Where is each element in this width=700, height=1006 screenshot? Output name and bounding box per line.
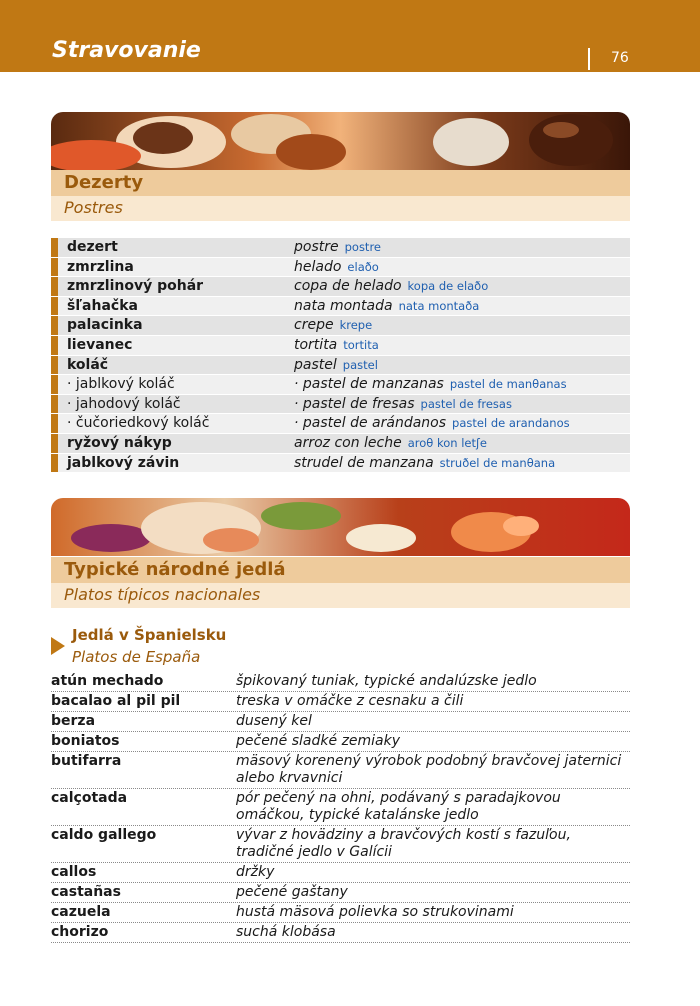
vocab-spanish: [294, 259, 379, 275]
vocab-spanish-text: postre: [294, 239, 339, 255]
national-dishes-photo: [51, 498, 630, 556]
vocab-slovak: šľahačka: [67, 297, 138, 314]
vocab-slovak: zmrzlina: [67, 258, 134, 275]
dish-entry: [51, 826, 630, 863]
national-title: Typické národné jedlá: [64, 559, 286, 580]
dish-entry: [51, 789, 630, 826]
dish-entry: [51, 732, 630, 752]
vocab-row: [51, 277, 630, 297]
dish-term: calçotada: [51, 790, 128, 806]
vocab-row: [51, 336, 630, 356]
vocab-spanish-text: nata montada: [294, 297, 393, 314]
vocab-spanish: [294, 455, 555, 471]
vocab-row: [51, 375, 630, 395]
vocab-spanish-text: · pastel de arándanos: [294, 415, 447, 432]
vocab-spanish: [294, 298, 479, 314]
dish-entry: [51, 672, 630, 692]
vocab-spanish: [294, 317, 372, 333]
vocab-pronunciation: aroθ kon letʃe: [407, 435, 487, 450]
row-marker: [51, 316, 58, 335]
dish-entry: [51, 883, 630, 903]
vocab-pronunciation: pastel de fresas: [420, 396, 512, 411]
row-marker: [51, 277, 58, 296]
row-marker: [51, 395, 58, 414]
spain-dishes-title: Jedlá v Španielsku: [72, 626, 227, 644]
vocab-row: [51, 316, 630, 336]
dish-term: berza: [51, 713, 96, 729]
dish-definition: vývar z hovädziny a bravčových kostí s fazuľou, tradičné jedlo v Galícii: [236, 827, 571, 860]
dish-entry: [51, 692, 630, 712]
vocab-pronunciation: pastel de manθanas: [449, 377, 567, 392]
vocab-slovak: · jahodový koláč: [67, 395, 181, 412]
row-marker: [51, 375, 58, 394]
vocab-spanish: [294, 357, 378, 373]
vocab-spanish-text: · pastel de manzanas: [294, 376, 444, 393]
header-bar: [0, 0, 700, 72]
vocab-slovak: ryžový nákyp: [67, 434, 172, 451]
dish-term: castañas: [51, 884, 121, 900]
vocab-spanish: [294, 376, 567, 392]
vocab-spanish-text: arroz con leche: [294, 434, 402, 451]
desserts-title-band: [51, 170, 630, 196]
desserts-subtitle-band: [51, 196, 630, 221]
vocab-pronunciation: struðel de manθana: [439, 455, 556, 470]
vocab-row: [51, 434, 630, 454]
vocab-spanish-text: pastel: [294, 356, 337, 373]
dish-term: atún mechado: [51, 673, 164, 689]
dish-definition: dusený kel: [236, 713, 312, 729]
row-marker: [51, 336, 58, 355]
vocab-pronunciation: pastel de arandanos: [452, 416, 570, 431]
header-divider: [588, 48, 590, 70]
vocab-spanish: [294, 396, 512, 412]
vocab-slovak: lievanec: [67, 336, 133, 353]
vocab-row: [51, 395, 630, 415]
dish-entry: [51, 752, 630, 789]
vocab-pronunciation: postre: [344, 240, 381, 254]
dish-term: boniatos: [51, 733, 120, 749]
vocab-spanish-text: tortita: [294, 336, 338, 353]
row-marker: [51, 434, 58, 453]
vocab-pronunciation: kopa de elaðo: [407, 279, 489, 294]
national-title-band: [51, 557, 630, 583]
dish-definition: pór pečený na ohni, podávaný s paradajkovou omáčkou, typické katalánske jedlo: [236, 790, 561, 823]
dish-definition: hustá mäsová polievka so strukovinami: [236, 904, 514, 920]
desserts-photo: [51, 112, 630, 170]
national-subtitle-band: [51, 583, 630, 608]
vocab-spanish: [294, 435, 487, 451]
vocab-pronunciation: krepe: [339, 318, 373, 333]
vocab-spanish: [294, 337, 379, 353]
row-marker: [51, 414, 58, 433]
dish-term: caldo gallego: [51, 827, 157, 843]
vocab-slovak: koláč: [67, 356, 109, 373]
dish-term: cazuela: [51, 904, 111, 920]
vocab-slovak: · jablkový koláč: [67, 376, 175, 393]
vocab-slovak: jablkový závin: [67, 454, 180, 471]
dish-definition: treska v omáčke z cesnaku a čili: [236, 693, 464, 709]
vocab-spanish: [294, 415, 570, 431]
vocab-spanish: [294, 239, 381, 255]
row-marker: [51, 454, 58, 473]
dish-term: callos: [51, 864, 97, 880]
dish-definition: pečené gaštany: [236, 884, 348, 900]
dish-entry: [51, 923, 630, 943]
vocab-spanish-text: strudel de manzana: [294, 454, 434, 471]
row-marker: [51, 356, 58, 375]
dish-entry: [51, 863, 630, 883]
vocab-row: [51, 454, 630, 474]
spain-dishes-subtitle: Platos de España: [72, 648, 201, 666]
desserts-vocabulary-table: [51, 238, 630, 473]
dish-definition: mäsový korenený výrobok podobný bravčovej jaternici alebo krvavnici: [236, 753, 622, 786]
dish-definition: špikovaný tuniak, typické andalúzske jedlo: [236, 673, 537, 689]
vocab-pronunciation: nata montaða: [398, 298, 480, 313]
page-number: 76: [611, 50, 629, 66]
vocab-spanish: [294, 278, 488, 294]
vocab-slovak: dezert: [67, 239, 118, 255]
vocab-slovak: palacinka: [67, 317, 143, 334]
dish-term: chorizo: [51, 924, 109, 940]
vocab-row: [51, 414, 630, 434]
vocab-row: [51, 297, 630, 317]
dish-term: butifarra: [51, 753, 122, 769]
dish-entry: [51, 903, 630, 923]
desserts-subtitle: Postres: [64, 198, 123, 217]
vocab-row: [51, 356, 630, 376]
dish-definition: držky: [236, 864, 275, 880]
vocab-spanish-text: copa de helado: [294, 278, 402, 295]
vocab-spanish-text: crepe: [294, 317, 334, 334]
vocab-row: [51, 258, 630, 278]
row-marker: [51, 297, 58, 316]
page-title: Stravovanie: [52, 38, 201, 63]
triangle-bullet-icon: [51, 637, 65, 655]
vocab-slovak: zmrzlinový pohár: [67, 278, 204, 295]
dish-definition: pečené sladké zemiaky: [236, 733, 401, 749]
vocab-slovak: · čučoriedkový koláč: [67, 415, 210, 432]
dish-entry: [51, 712, 630, 732]
vocab-pronunciation: pastel: [342, 357, 378, 372]
spain-dishes-list: [51, 672, 630, 943]
dish-definition: suchá klobása: [236, 924, 336, 940]
row-marker: [51, 258, 58, 277]
vocab-pronunciation: elaðo: [347, 259, 379, 274]
vocab-spanish-text: · pastel de fresas: [294, 395, 415, 412]
vocab-pronunciation: tortita: [343, 337, 379, 352]
vocab-row: [51, 238, 630, 258]
national-subtitle: Platos típicos nacionales: [64, 585, 261, 604]
dish-term: bacalao al pil pil: [51, 693, 181, 709]
vocab-spanish-text: helado: [294, 258, 342, 275]
row-marker: [51, 238, 58, 257]
desserts-title: Dezerty: [64, 172, 144, 193]
